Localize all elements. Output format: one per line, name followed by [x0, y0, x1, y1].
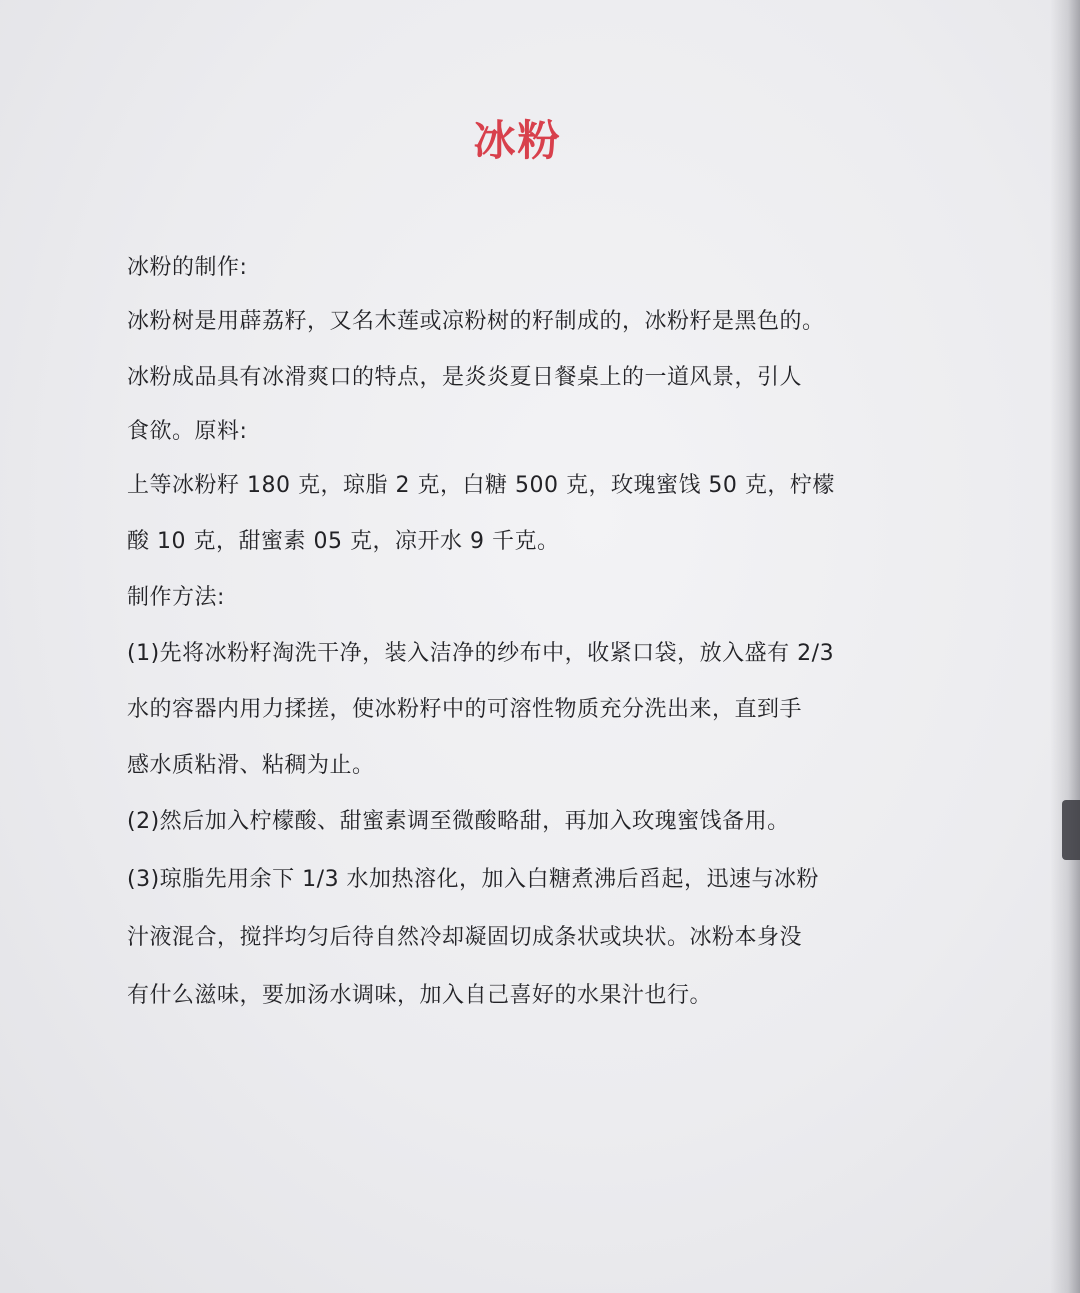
binder-tab	[1062, 800, 1080, 860]
step-3-line: 汁液混合，搅拌均匀后待自然冷却凝固切成条状或块状。冰粉本身没	[127, 925, 803, 950]
ingredients-line: 上等冰粉籽 180 克，琼脂 2 克，白糖 500 克，玫瑰蜜饯 50 克，柠檬	[127, 473, 835, 498]
text-line: 冰粉树是用薜荔籽，又名木莲或凉粉树的籽制成的，冰粉籽是黑色的。	[127, 309, 825, 334]
section-heading-making: 冰粉的制作:	[127, 255, 248, 280]
page-title: 冰粉	[473, 116, 562, 165]
step-1-line: 感水质粘滑、粘稠为止。	[127, 753, 375, 778]
ingredients-line: 酸 10 克，甜蜜素 05 克，凉开水 9 千克。	[127, 529, 560, 554]
step-1-line: 水的容器内用力揉搓，使冰粉籽中的可溶性物质充分洗出来，直到手	[127, 697, 803, 722]
section-heading-method: 制作方法:	[127, 585, 225, 610]
step-3-line: 有什么滋味，要加汤水调味，加入自己喜好的水果汁也行。	[127, 983, 713, 1008]
step-1-line: (1)先将冰粉籽淘洗干净，装入洁净的纱布中，收紧口袋，放入盛有 2/3	[127, 641, 835, 666]
text-line: 食欲。原料:	[127, 419, 248, 444]
step-3-line: (3)琼脂先用余下 1/3 水加热溶化，加入白糖煮沸后舀起，迅速与冰粉	[127, 867, 820, 892]
text-line: 冰粉成品具有冰滑爽口的特点，是炎炎夏日餐桌上的一道风景，引人	[127, 365, 803, 390]
page-edge-shadow	[1050, 0, 1080, 1293]
step-2-line: (2)然后加入柠檬酸、甜蜜素调至微酸略甜，再加入玫瑰蜜饯备用。	[127, 809, 790, 834]
